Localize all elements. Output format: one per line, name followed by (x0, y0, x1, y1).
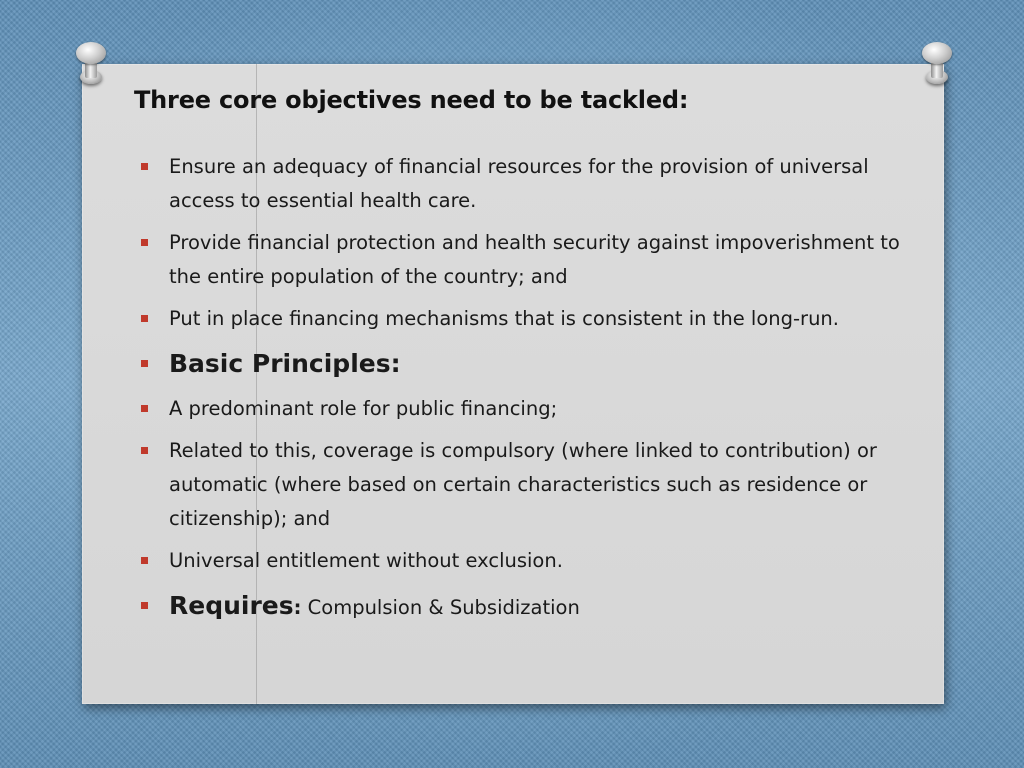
list-item: A predominant role for public financing; (169, 392, 929, 426)
bullet-list (169, 150, 929, 628)
list-item: Ensure an adequacy of financial resources for the provision of universal access to essential health care. (169, 150, 929, 218)
bullet-marker-icon (141, 557, 148, 564)
list-item: Universal entitlement without exclusion. (169, 544, 929, 578)
bullet-marker-icon (141, 163, 148, 170)
list-item: Related to this, coverage is compulsory (where linked to contribution) or automatic (where based on certain characteristics such as residence or citizenship); and (169, 434, 929, 536)
slide-heading: Three core objectives need to be tackled: (134, 86, 689, 114)
list-item: Provide financial protection and health security against impoverishment to the entire population of the country; and (169, 226, 929, 294)
push-pin-icon (922, 42, 952, 86)
section-heading-basic-principles: Basic Principles: (169, 344, 929, 384)
bullet-marker-icon (141, 239, 148, 246)
bullet-marker-icon (141, 315, 148, 322)
bullet-marker-icon (141, 360, 148, 367)
requires-text: Compulsion & Subsidization (301, 596, 580, 619)
bullet-marker-icon (141, 602, 148, 609)
push-pin-icon (76, 42, 106, 86)
requires-colon: : (293, 596, 302, 619)
list-item: Put in place financing mechanisms that is consistent in the long-run. (169, 302, 929, 336)
requires-label: Requires (169, 591, 294, 620)
bullet-marker-icon (141, 447, 148, 454)
bullet-marker-icon (141, 405, 148, 412)
requires-item (169, 586, 929, 628)
